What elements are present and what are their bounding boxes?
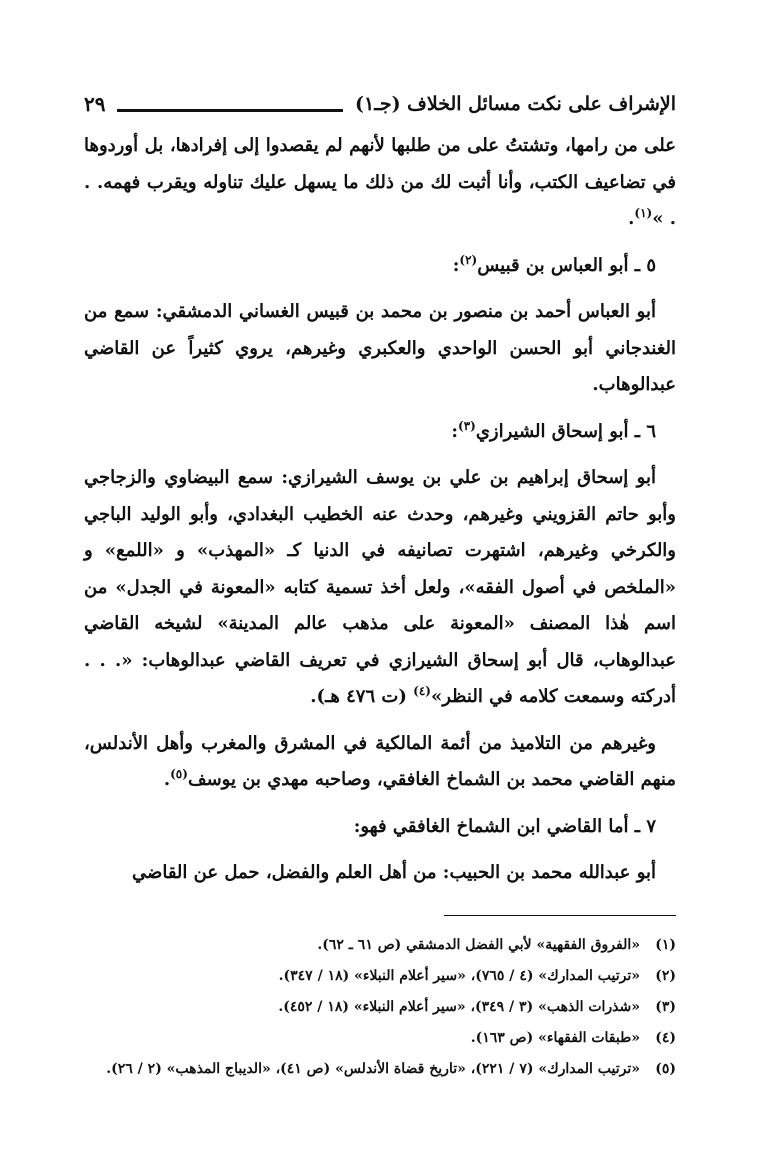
footnote-ref: (٢) xyxy=(459,252,478,267)
footnote-text: «ترتيب المدارك» (٤ / ٧٦٥)، «سير أعلام النبلاء» (١٨ / ٣٤٧). xyxy=(278,968,640,984)
running-header xyxy=(84,88,676,120)
paragraph-text: وغيرهم من التلاميذ من أئمة المالكية في المشرق والمغرب وأهل الأندلس، منهم القاضي محمد بن الشماخ الغافقي، وصاحبه مهدي بن يوسف xyxy=(84,732,676,790)
footnote-item xyxy=(84,930,676,961)
heading-text: ٧ ـ أما القاضي ابن الشماخ الغافقي فهو: xyxy=(353,815,656,837)
paragraph-text: أبو العباس أحمد بن منصور بن محمد بن قبيس الغساني الدمشقي: سمع من الغندجاني أبو الحسن الواحدي والعكبري وغيرهم، يروي كثيراً عن القاضي عبدالوهاب. xyxy=(84,301,676,395)
footnote-item xyxy=(84,961,676,992)
footnote-number: (٤) xyxy=(655,1030,676,1046)
paragraph-text: أبو إسحاق إبراهيم بن علي بن يوسف الشيرازي: سمع البيضاوي والزجاجي وأبو حاتم القزويني وغيرهم، وحدث عنه الخطيب البغدادي، وأبو الوليد الباجي والكرخي وغيرهم، اشتهرت تصانيفه في الدنيا كـ «المهذب» و «اللمع» و «الملخص في أصول الفقه»، ولعل أخذ تسمية كتابه «المعونة في الجدل» من اسم هٰذا المصنف «المعونة على مذهب عالم المدينة» لشيخه القاضي عبدالوهاب، قال أبو إسحاق الشيرازي في تعريف القاضي عبدالوهاب: «. . . أدركته وسمعت كلامه في النظر» xyxy=(84,467,676,707)
main-text xyxy=(84,128,676,902)
footnote-number: (٢) xyxy=(655,968,676,984)
paragraph-other-students xyxy=(84,726,676,799)
paragraph-tail: (ت ٤٧٦ هـ). xyxy=(310,686,414,707)
footnote-ref: (١) xyxy=(634,206,653,220)
footnote-separator xyxy=(444,915,676,916)
heading-text: ٥ ـ أبو العباس بن قبيس xyxy=(477,254,656,276)
paragraph-text: أبو عبدالله محمد بن الحبيب: من أهل العلم والفضل، حمل عن القاضي xyxy=(132,862,656,883)
footnote-text: «ترتيب المدارك» (٧ / ٢٢١)، «تاريخ قضاة الأندلس» (ص ٤١)، «الديباج المذهب» (٢ / ٢٦). xyxy=(106,1061,640,1077)
paragraph-ibn-qubays xyxy=(84,294,676,404)
page-number: ٢٩ xyxy=(84,92,106,116)
footnote-ref: (٥) xyxy=(170,767,188,781)
footnote-number: (٥) xyxy=(655,1061,676,1077)
heading-text: ٦ ـ أبو إسحاق الشيرازي xyxy=(475,420,656,442)
footnote-text: «شذرات الذهب» (٣ / ٣٤٩)، «سير أعلام النبلاء» (١٨ / ٤٥٢). xyxy=(278,999,640,1015)
paragraph-quote-end xyxy=(84,128,676,238)
section-heading-shirazi xyxy=(84,414,676,451)
footnote-item xyxy=(84,1023,676,1054)
header-rule xyxy=(117,109,343,112)
footnote-ref: (٤) xyxy=(413,684,431,698)
section-heading-ibn-shammakh xyxy=(84,809,676,846)
footnote-item xyxy=(84,992,676,1023)
footnote-number: (٣) xyxy=(655,999,676,1015)
footnotes xyxy=(84,930,676,1085)
footnote-number: (١) xyxy=(655,937,676,953)
punctuation: : xyxy=(452,254,460,276)
paragraph-text: على من رامها، وتشتتُ على من طلبها لأنهم لم يقصدوا إلى إفرادها، بل أوردوها في تضاعيف الكتب، وأنا أثبت لك من ذلك ما يسهل عليك تناوله ويقرب فهمه. . . » xyxy=(84,135,676,229)
punctuation: : xyxy=(451,420,458,442)
running-header-title: الإشراف على نكت مسائل الخلاف (جـ١) xyxy=(355,93,676,115)
footnote-text: «الفروق الفقهية» لأبي الفضل الدمشقي (ص ٦١ ـ ٦٢). xyxy=(317,937,640,953)
footnote-ref: (٣) xyxy=(458,418,476,433)
footnote-item xyxy=(84,1054,676,1085)
punctuation: . xyxy=(163,769,171,790)
paragraph-shirazi xyxy=(84,460,676,716)
paragraph-ibn-shammakh xyxy=(84,855,676,892)
footnote-text: «طبقات الفقهاء» (ص ١٦٣). xyxy=(470,1030,640,1046)
punctuation: . xyxy=(628,208,635,229)
section-heading-ibn-qubays xyxy=(84,248,676,285)
